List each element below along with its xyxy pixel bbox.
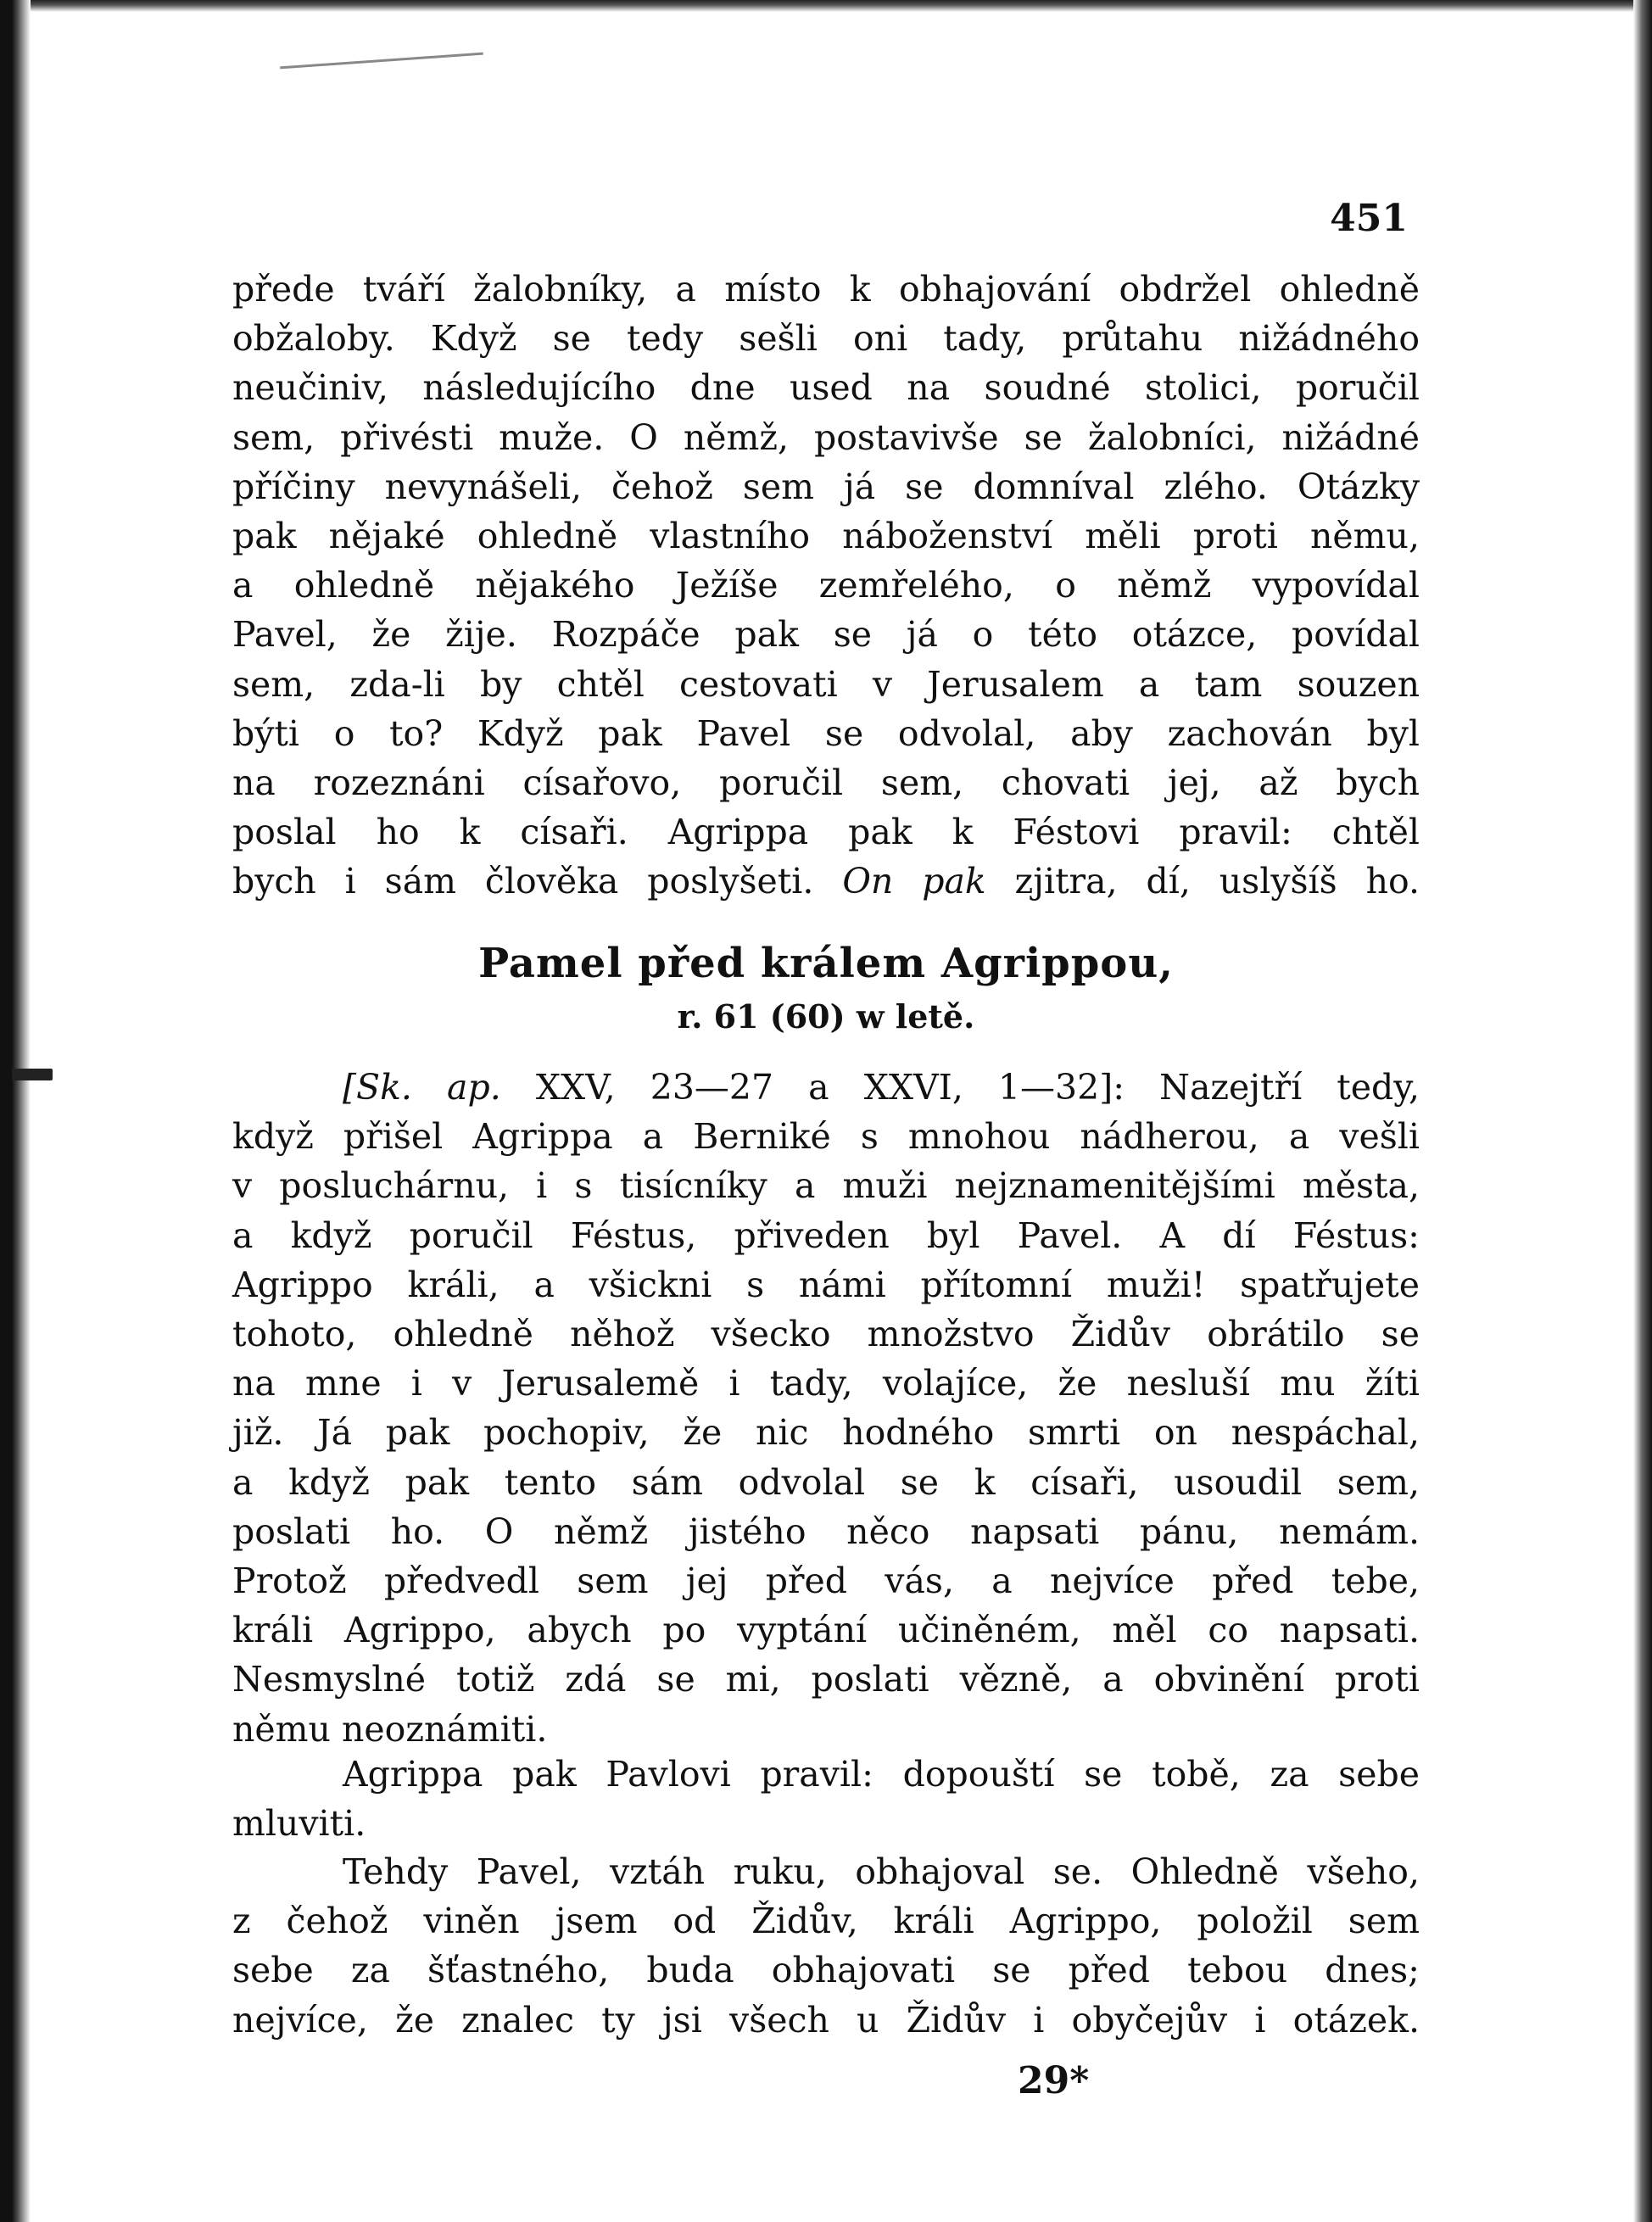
text-segment: bych i sám člověka poslyšeti.: [232, 861, 814, 902]
text-line: z čehož viněn jsem od Židův, králi Agrippo, položil sem: [232, 1901, 1420, 1942]
paragraph-main: [232, 1063, 1420, 1754]
signature-mark: 29*: [1018, 2059, 1090, 2102]
text-line-last: [232, 857, 1420, 906]
section-subheading: r. 61 (60) w letě.: [677, 997, 975, 1036]
text-line: mluviti.: [232, 1803, 366, 1845]
text-line: Tehdy Pavel, vztáh ruku, obhajoval se. Ohledně všeho,: [343, 1851, 1420, 1892]
text-line: Nesmyslné totiž zdá se mi, poslati vězně, a obvinění proti: [232, 1659, 1420, 1700]
text-line-first: [232, 1063, 1420, 1112]
text-line: Agrippa pak Pavlovi pravil: dopouští se tobě, za sebe: [343, 1754, 1420, 1795]
text-segment: zjitra, dí, uslyšíš ho.: [1014, 861, 1420, 902]
section-heading: Pamel před králem Agrippou,: [478, 940, 1174, 987]
page-top-edge: [0, 0, 1652, 12]
text-line: králi Agrippo, abych po vyptání učiněném, měl co napsati.: [232, 1610, 1420, 1651]
text-line: sem, zda-li by chtěl cestovati v Jerusalem a tam souzen: [232, 663, 1420, 705]
text-line: Pavel, že žije. Rozpáče pak se já o této otázce, povídal: [232, 614, 1420, 656]
text-line: a když pak tento sám odvolal se k císaři, usoudil sem,: [232, 1461, 1420, 1503]
binding-mark: [12, 1069, 53, 1080]
paper-scratch: [280, 53, 483, 70]
text-line: na mne i v Jerusalemě i tady, volajíce, že nesluší mu žíti: [232, 1363, 1420, 1404]
text-line: Agrippo králi, a všickni s námi přítomní muži! spatřujete: [232, 1264, 1420, 1305]
text-line: poslal ho k císaři. Agrippa pak k Féstovi pravil: chtěl: [232, 812, 1420, 853]
text-line: obžaloby. Když se tedy sešli oni tady, průtahu nižádného: [232, 318, 1420, 360]
text-line: němu neoznámiti.: [232, 1708, 548, 1750]
text-line: na rozeznáni císařovo, poručil sem, chovati jej, až bych: [232, 762, 1420, 804]
page-right-edge: [1633, 0, 1652, 2222]
text-line: pak nějaké ohledně vlastního náboženství měli proti němu,: [232, 516, 1420, 557]
page-number: 451: [1330, 197, 1408, 240]
paragraph-continued: [232, 265, 1420, 907]
page-left-binding: [0, 0, 31, 2222]
text-segment: XXV, 23—27 a XXVI, 1—32]: Nazejtří tedy,: [535, 1067, 1420, 1108]
text-line: sebe za šťastného, buda obhajovati se před tebou dnes;: [232, 1950, 1420, 1991]
text-line: sem, přivésti muže. O němž, postavivše se žalobníci, nižádné: [232, 416, 1420, 458]
reference-segment: [Sk. ap.: [343, 1067, 501, 1108]
text-line: v posluchárnu, i s tisícníky a muži nejznamenitějšími města,: [232, 1165, 1420, 1207]
text-line: býti o to? Když pak Pavel se odvolal, aby zachován byl: [232, 712, 1420, 754]
text-line: a když poručil Féstus, přiveden byl Pavel. A dí Féstus:: [232, 1214, 1420, 1256]
text-line: tohoto, ohledně něhož všecko množstvo Židův obrátilo se: [232, 1314, 1420, 1355]
paragraph-agrippa: [232, 1750, 1420, 1848]
text-line: neučiniv, následujícího dne used na soudné stolici, poručil: [232, 367, 1420, 409]
text-line: když přišel Agrippa a Berniké s mnohou nádherou, a vešli: [232, 1116, 1420, 1158]
text-line: a ohledně nějakého Ježíše zemřelého, o němž vypovídal: [232, 565, 1420, 606]
text-line: přede tváří žalobníky, a místo k obhajování obdržel ohledně: [232, 269, 1420, 310]
italic-segment: On pak: [842, 861, 986, 902]
text-line: již. Já pak pochopiv, že nic hodného smrti on nespáchal,: [232, 1412, 1420, 1454]
text-line: příčiny nevynášeli, čehož sem já se domníval zlého. Otázky: [232, 466, 1420, 507]
text-line: nejvíce, že znalec ty jsi všech u Židův i obyčejův i otázek.: [232, 1999, 1420, 2041]
paragraph-pavel: [232, 1847, 1420, 2045]
text-line: poslati ho. O němž jistého něco napsati pánu, nemám.: [232, 1510, 1420, 1552]
text-line: Protož předvedl sem jej před vás, a nejvíce před tebe,: [232, 1560, 1420, 1602]
